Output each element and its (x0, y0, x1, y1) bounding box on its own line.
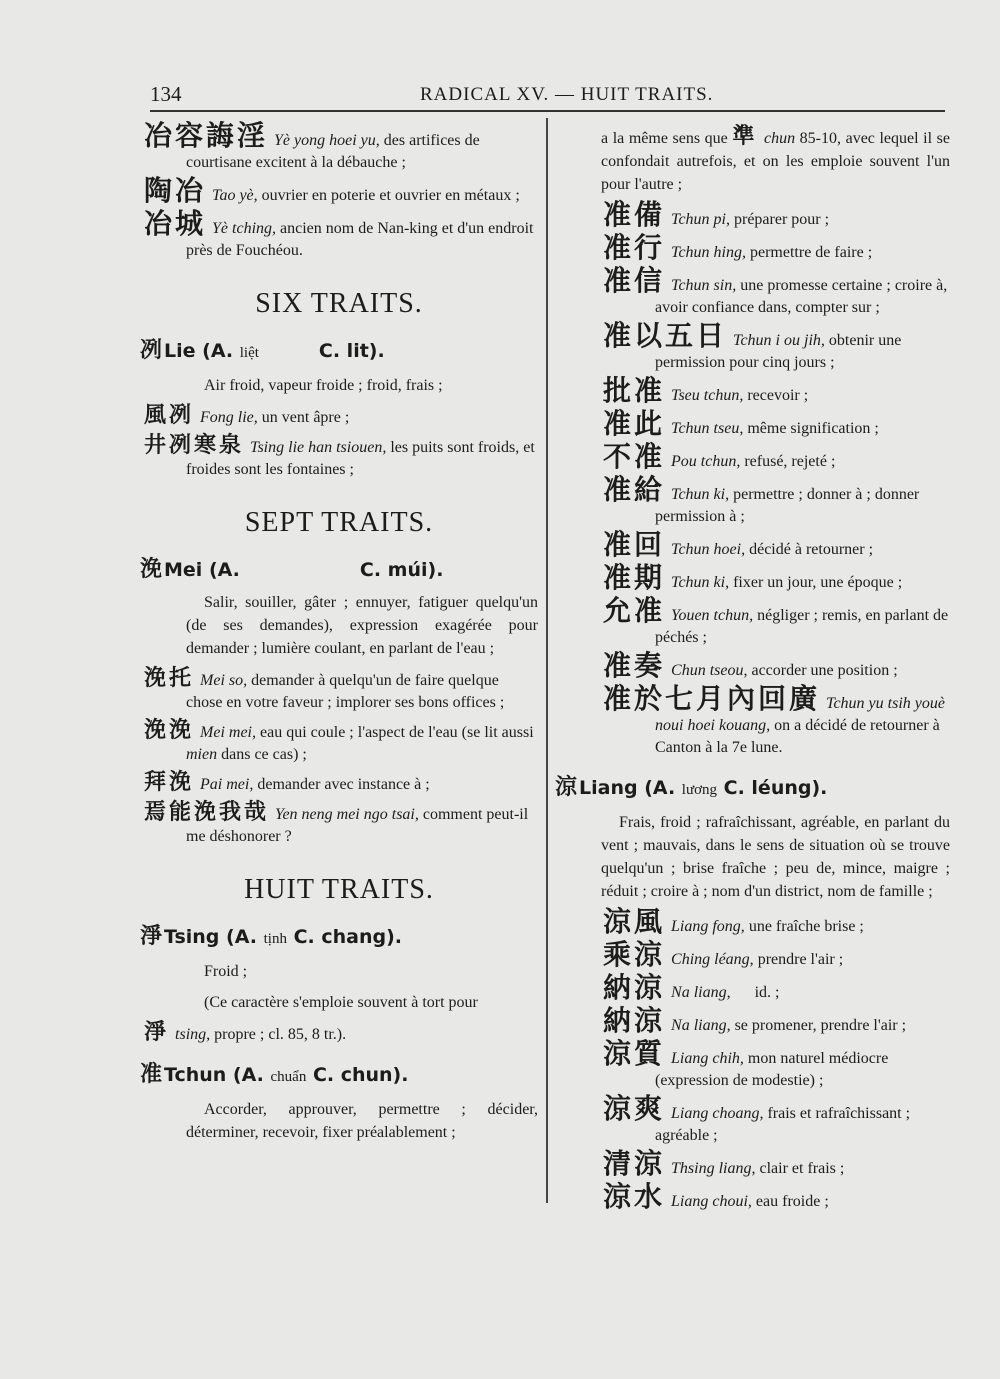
headword-character: 准 (140, 1062, 163, 1087)
headword-name: Tsing (164, 926, 220, 948)
example-entry (555, 1180, 950, 1213)
example-entry (555, 374, 950, 407)
chinese-characters: 批准 (603, 374, 666, 407)
running-head: RADICAL XV. — HUIT TRAITS. (420, 84, 714, 105)
example-entry (140, 1022, 538, 1046)
romanization: Yè yong hoei yu, (274, 132, 380, 149)
chinese-characters: 冶城 (144, 207, 207, 240)
definition-text: permettre de faire ; (746, 244, 873, 261)
headword-definition: Air froid, vapeur froide ; froid, frais ; (204, 377, 443, 394)
chinese-characters: 涼水 (603, 1180, 666, 1213)
definition-text: obtenir une permission pour cinq jours ; (655, 332, 902, 371)
annamite-label: (A. (202, 559, 240, 581)
romanization: Tchun tseu, (671, 420, 744, 437)
definition-text: accorder une position ; (747, 662, 898, 679)
chinese-characters: 准於七月內回廣 (603, 682, 821, 715)
cantonese-reading: C. chun). (306, 1064, 409, 1086)
romanization: Thsing liang, (671, 1160, 756, 1177)
romanization: Tchun i ou jih, (733, 332, 825, 349)
romanization: Tao yè, (212, 187, 258, 204)
example-entry (555, 198, 950, 231)
annamite-reading: liệt (239, 345, 259, 361)
romanization: Liang choui, (671, 1193, 752, 1210)
definition-text: se promener, prendre l'air ; (730, 1017, 907, 1034)
chinese-characters: 涼爽 (603, 1092, 666, 1125)
headword-definition: Salir, souiller, gâter ; ennuyer, fatiguer quelqu'un (de ses demandes), expression exagérée pour demander ; lumière coulant, en parlant de l'eau ; (186, 594, 538, 657)
example-entry (140, 207, 538, 262)
cantonese-reading: C. lit). (318, 340, 385, 362)
example-entry (555, 561, 950, 594)
romanization: Tchun ki, (671, 574, 730, 591)
headword-note: (Ce caractère s'emploie souvent à tort pour (204, 994, 478, 1011)
definition-text: refusé, rejeté ; (740, 453, 836, 470)
example-entry (140, 772, 538, 796)
example-entry (555, 905, 950, 938)
romanization: Chun tseou, (671, 662, 748, 679)
definition-text: prendre l'air ; (753, 951, 844, 968)
chinese-characters: 准給 (603, 473, 666, 506)
romanization: Mei so, (200, 672, 248, 689)
romanization: Tsing lie han tsiouen, (250, 439, 387, 456)
continued-definition (601, 125, 950, 196)
example-entry (555, 231, 950, 264)
romanization: Liang fong, (671, 918, 745, 935)
page-number: 134 (150, 82, 182, 106)
headword-definition: Froid ; (204, 963, 248, 980)
romanization: Youen tchun, (671, 607, 754, 624)
annamite-label: (A. (195, 340, 240, 362)
headword-definition: Accorder, approuver, permettre ; décider, déterminer, recevoir, fixer préalablement ; (186, 1101, 538, 1141)
romanization: Tchun yu tsih youè noui hoei kouang, (655, 695, 945, 734)
chinese-characters: 焉能浼我哉 (144, 800, 270, 825)
romanization: Yen neng mei ngo tsai, (275, 806, 419, 823)
definition-text: une promesse certaine ; croire à, avoir confiance dans, compter sur ; (655, 277, 948, 316)
definition-text: décidé à retourner ; (745, 541, 874, 558)
definition-text: 85-10, avec lequel il se confondait autrefois, et on les emploie souvent l'un pour l'autre ; (601, 130, 950, 193)
romanization: Ching léang, (671, 951, 754, 968)
definition-text: fixer un jour, une époque ; (729, 574, 903, 591)
chinese-characters: 冶容誨淫 (144, 119, 269, 152)
definition-text: un vent âpre ; (257, 409, 350, 426)
definition-text: ouvrier en poterie et ouvrier en métaux ; (257, 187, 520, 204)
romanization: Tchun hing, (671, 244, 746, 261)
definition-text: demander avec instance à ; (253, 776, 430, 793)
romanization: Mei mei, (200, 724, 256, 741)
romanization: Na liang, (671, 984, 731, 1001)
example-entry (140, 720, 538, 766)
romanization: Liang chih, (671, 1050, 744, 1067)
chinese-characters: 准以五日 (603, 319, 728, 352)
headword-name: Lie (164, 340, 196, 362)
chinese-characters: 清涼 (603, 1147, 666, 1180)
chinese-characters: 淨 (144, 1020, 170, 1045)
example-entry (140, 435, 538, 481)
headword-liang (555, 775, 950, 803)
example-entry (555, 938, 950, 971)
chinese-characters: 拜浼 (144, 770, 195, 795)
romanization: Pai mei, (200, 776, 254, 793)
example-entry (555, 440, 950, 473)
headword-name: Mei (164, 559, 203, 581)
chinese-characters: 浼浼 (144, 718, 195, 743)
definition-text: permettre ; donner à ; donner permission à ; (655, 486, 920, 525)
romanization: chun (763, 130, 796, 147)
headword-character: 淨 (140, 924, 163, 949)
annamite-label: (A. (637, 777, 682, 799)
annamite-label: (A. (219, 926, 264, 948)
definition-text: frais et rafraîchissant ; agréable ; (655, 1105, 911, 1144)
chinese-characters: 浼托 (144, 666, 195, 691)
definition-text: eau froide ; (751, 1193, 829, 1210)
romanization: Tchun hoei, (671, 541, 746, 558)
chinese-characters: 准奏 (603, 649, 666, 682)
definition-text: les puits sont froids, et froides sont les fontaines ; (186, 439, 535, 478)
chinese-characters: 陶冶 (144, 174, 207, 207)
headword-character: 冽 (140, 338, 163, 363)
example-entry (555, 682, 950, 759)
section-heading-eight-traits: HUIT TRAITS. (244, 874, 434, 905)
romanization: tsing, (175, 1026, 211, 1043)
annamite-reading: lương (681, 782, 718, 798)
definition-text: ancien nom de Nan-king et d'un endroit près de Fouchéou. (186, 220, 534, 259)
chinese-characters: 風冽 (144, 403, 195, 428)
example-entry (555, 1037, 950, 1092)
definition-text: clair et frais ; (755, 1160, 845, 1177)
column-divider (546, 118, 548, 1203)
example-entry (555, 264, 950, 319)
example-entry (555, 649, 950, 682)
romanization: Fong lie, (200, 409, 258, 426)
chinese-characters: 乘涼 (603, 938, 666, 971)
annamite-reading: chuẩn (270, 1069, 307, 1085)
chinese-characters: 准信 (603, 264, 666, 297)
definition-text: id. ; (730, 984, 780, 1001)
headword-tchun (140, 1062, 538, 1090)
romanization: Tchun ki, (671, 486, 730, 503)
example-entry (555, 407, 950, 440)
definition-text: mon naturel médiocre (expression de modestie) ; (655, 1050, 889, 1089)
chinese-characters: 井冽寒泉 (144, 433, 245, 458)
definition-text: préparer pour ; (730, 211, 830, 228)
chinese-characters: 准期 (603, 561, 666, 594)
definition-text: propre ; cl. 85, 8 tr.). (210, 1026, 347, 1043)
definition-text: dans ce cas) ; (217, 746, 307, 763)
headword-mei (140, 557, 538, 583)
chinese-characters: 准回 (603, 528, 666, 561)
definition-text: a la même sens que (601, 130, 733, 147)
headword-definition: Frais, froid ; rafraîchissant, agréable, en parlant du vent ; mauvais, dans le sens de situation où se trouve quelqu'un ; brise fraîche ; peu de, mince, maigre ; réduit ; croire à ; nom d'un district, nom de famille ; (601, 814, 950, 900)
headword-lie (140, 338, 538, 366)
chinese-characters: 準 (732, 124, 758, 149)
definition-text: une fraîche brise ; (744, 918, 864, 935)
romanization: Tchun sin, (671, 277, 737, 294)
chinese-characters: 不准 (603, 440, 666, 473)
definition-text: même signification ; (743, 420, 879, 437)
example-entry (140, 802, 538, 848)
headword-name: Tchun (164, 1064, 227, 1086)
chinese-characters: 納涼 (603, 971, 666, 1004)
example-entry (555, 971, 950, 1004)
definition-text: on a décidé de retourner à Canton à la 7e lune. (655, 717, 940, 756)
romanization: Pou tchun, (671, 453, 741, 470)
headword-tsing (140, 924, 538, 952)
example-entry (555, 473, 950, 528)
cantonese-reading: C. chang). (286, 926, 402, 948)
chinese-characters: 允准 (603, 594, 666, 627)
headword-character: 浼 (140, 557, 163, 582)
chinese-characters: 涼風 (603, 905, 666, 938)
romanization: Na liang, (671, 1017, 731, 1034)
page-header (150, 78, 945, 112)
example-entry (140, 668, 538, 714)
example-entry (140, 174, 538, 207)
definition-text: des artifices de courtisane excitent à la débauche ; (186, 132, 480, 171)
chinese-characters: 涼質 (603, 1037, 666, 1070)
definition-text: négliger ; remis, en parlant de péchés ; (655, 607, 949, 646)
chinese-characters: 准備 (603, 198, 666, 231)
right-column (555, 125, 950, 1219)
example-entry (555, 319, 950, 374)
romanization: Liang choang, (671, 1105, 764, 1122)
annamite-reading: tịnh (263, 931, 287, 947)
definition-text: recevoir ; (743, 387, 809, 404)
chinese-characters: 准行 (603, 231, 666, 264)
chinese-characters: 納涼 (603, 1004, 666, 1037)
definition-text: demander à quelqu'un de faire quelque chose en votre faveur ; implorer ses bons offices ; (186, 672, 505, 711)
left-column (140, 119, 538, 1152)
example-entry (555, 528, 950, 561)
example-entry (140, 405, 538, 429)
section-heading-seven-traits: SEPT TRAITS. (244, 507, 434, 538)
example-entry (555, 1092, 950, 1147)
chinese-characters: 准此 (603, 407, 666, 440)
definition-text: eau qui coule ; l'aspect de l'eau (se lit aussi (256, 724, 534, 741)
cantonese-reading: C. múi). (359, 559, 444, 581)
example-entry (555, 1147, 950, 1180)
definition-text: comment peut-il me déshonorer ? (186, 806, 529, 845)
example-entry (555, 1004, 950, 1037)
headword-character: 涼 (555, 775, 578, 800)
section-heading-six-traits: SIX TRAITS. (255, 288, 423, 319)
romanization: Yè tching, (212, 220, 277, 237)
alternate-reading: mien (186, 746, 218, 763)
annamite-label: (A. (226, 1064, 271, 1086)
romanization: Tchun pi, (671, 211, 730, 228)
cantonese-reading: C. léung). (717, 777, 828, 799)
romanization: Tseu tchun, (671, 387, 744, 404)
example-entry (555, 594, 950, 649)
headword-name: Liang (579, 777, 638, 799)
example-entry (140, 119, 538, 174)
